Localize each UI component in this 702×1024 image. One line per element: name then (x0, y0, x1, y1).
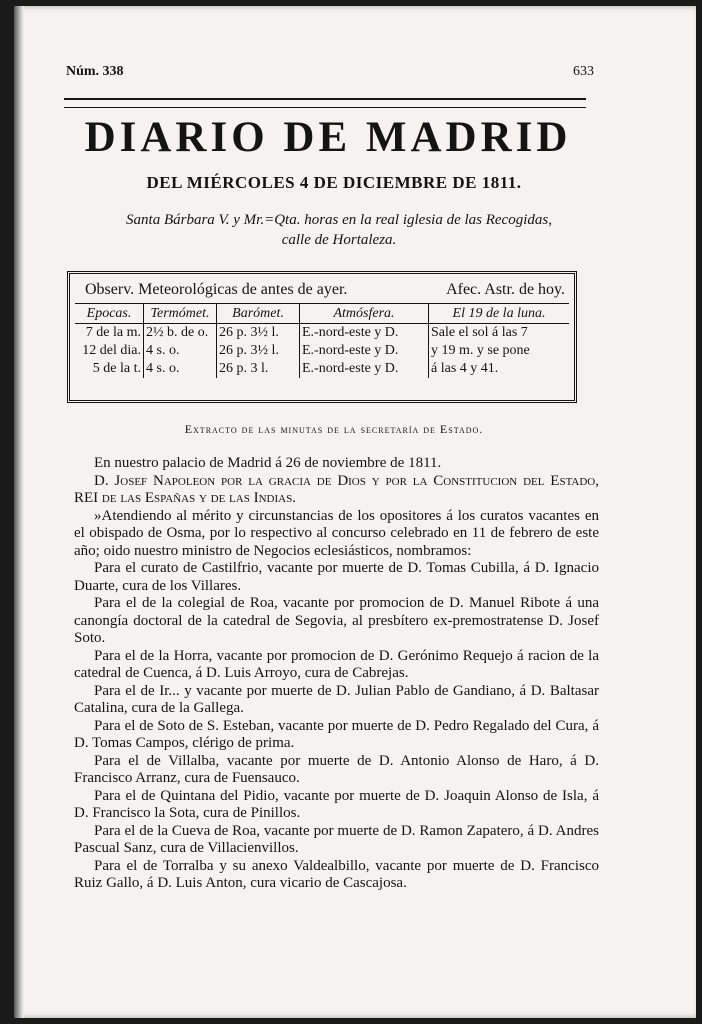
table-row (75, 360, 569, 378)
meteo-heading-left: Observ. Meteorológicas de antes de ayer. (85, 281, 348, 298)
paragraph-preamble: »Atendiendo al mérito y circunstancias de los opositores á los curatos vacantes en el obispado de Osma, por lo respectivo al concurso celebrado en 11 de febrero de este año; oido nuestro ministro de Negocios eclesiásticos, nombramos: (74, 507, 599, 559)
col-atmosfera: Atmósfera. (300, 304, 429, 324)
newspaper-page (14, 6, 696, 1018)
paragraph-appointment: Para el de la colegial de Roa, vacante por promocion de D. Manuel Ribote á una canongía doctoral de la catedral de Segovia, al presbítero ex-premostratense D. Josef Soto. (74, 595, 599, 646)
section-title: Extracto de las minutas de la secretaría de Estado. (184, 422, 484, 436)
meteo-heading (75, 277, 569, 304)
paragraph-appointment: Para el de la Horra, vacante por promocion de D. Gerónimo Requejo á racion de la catedral de Cuenca, á D. Luis Arroyo, cura de Cabrejas. (74, 647, 599, 681)
header-rule (64, 98, 586, 108)
paragraph-appointment: Para el de Ir... y vacante por muerte de D. Julian Pablo de Gandiano, á D. Baltasar Catalina, cura de la Gallega. (74, 682, 599, 716)
page-number: 633 (573, 64, 594, 79)
cell-barometro: 26 p. 3½ l. (217, 342, 300, 360)
saints-line-1: Santa Bárbara V. y Mr.=Qta. horas en la real iglesia de las Recogidas, (126, 212, 552, 228)
paragraph-appointment: Para el de Torralba y su anexo Valdealbillo, vacante por muerte de D. Francisco Ruiz Gallo, á D. Luis Anton, cura vicario de Cascajosa. (74, 857, 599, 891)
cell-epoca: 12 del dia. (82, 343, 141, 358)
cell-atmosfera: E.-nord-este y D. (300, 360, 429, 378)
issue-number: Núm. 338 (66, 64, 124, 79)
cell-atmosfera: E.-nord-este y D. (300, 342, 429, 360)
article-body (74, 455, 599, 893)
cell-barometro: 26 p. 3 l. (217, 360, 300, 378)
cell-termometro: 4 s. o. (144, 342, 217, 360)
paragraph-dateline: En nuestro palacio de Madrid á 26 de noviembre de 1811. (94, 455, 442, 471)
paragraph-appointment: Para el de Quintana del Pidio, vacante por muerte de D. Joaquin Alonso de Isla, á D. Francisco la Sota, cura de Pinillos. (74, 787, 599, 821)
cell-barometro: 26 p. 3½ l. (217, 324, 300, 343)
masthead-date: DEL MIÉRCOLES 4 DE DICIEMBRE DE 1811. (146, 173, 522, 192)
cell-epoca: 7 de la m. (85, 325, 141, 340)
paragraph-appointment: Para el de Soto de S. Esteban, vacante por muerte de D. Pedro Regalado del Cura, á D. Tomas Campos, clérigo de prima. (74, 717, 599, 751)
meteo-heading-right: Afec. Astr. de hoy. (446, 281, 565, 298)
saints-line-2: calle de Hortaleza. (281, 232, 397, 248)
col-barometro: Barómet. (217, 304, 300, 324)
col-epocas: Epocas. (75, 304, 144, 324)
paragraph-appointment: Para el de Villalba, vacante por muerte de D. Antonio Alonso de Haro, á D. Francisco Arranz, cura de Fuensauco. (74, 752, 599, 786)
page-header (66, 64, 594, 80)
meteorological-box (67, 271, 577, 403)
table-row (75, 324, 569, 343)
saints-notice (84, 210, 594, 250)
col-luna: El 19 de la luna. (429, 304, 570, 324)
paragraph-appointment: Para el de la Cueva de Roa, vacante por muerte de D. Ramon Zapatero, á D. Andres Pascual Sanz, cura de Villacienvillos. (74, 822, 599, 856)
paragraph-appointment: Para el curato de Castilfrio, vacante por muerte de D. Tomas Cubilla, á D. Ignacio Duarte, cura de los Villares. (74, 560, 599, 594)
cell-luna: Sale el sol á las 7 (429, 324, 570, 343)
masthead-title: DIARIO DE MADRID (84, 114, 572, 161)
table-row (75, 342, 569, 360)
meteo-header-row (75, 304, 569, 324)
cell-termometro: 4 s. o. (144, 360, 217, 378)
meteo-table (75, 304, 569, 378)
cell-epoca: 5 de la t. (92, 361, 141, 376)
book-spine-shadow (14, 6, 24, 1018)
cell-luna: y 19 m. y se pone (429, 342, 570, 360)
cell-termometro: 2½ b. de o. (144, 324, 217, 343)
cell-luna: á las 4 y 41. (429, 360, 570, 378)
cell-atmosfera: E.-nord-este y D. (300, 324, 429, 343)
paragraph-king-title: D. Josef Napoleon por la gracia de Dios y por la Constitucion del Estado, REI de las Españas y de las Indias. (74, 472, 599, 506)
col-termometro: Termómet. (144, 304, 217, 324)
